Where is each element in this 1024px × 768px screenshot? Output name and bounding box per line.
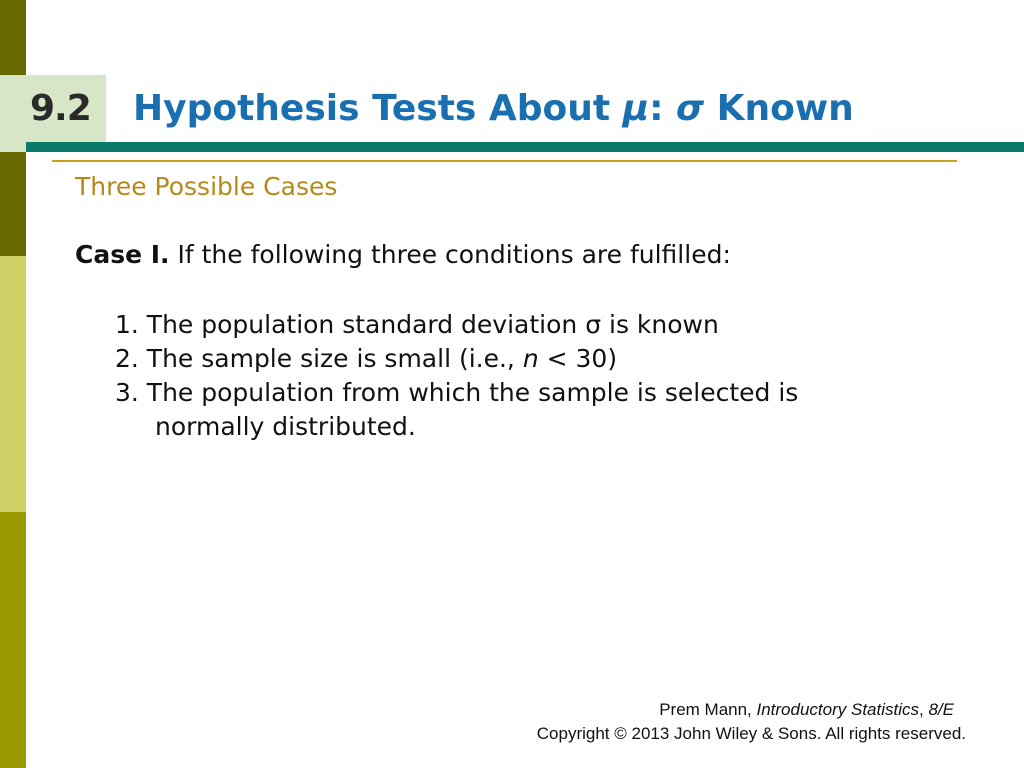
condition-1: 1. The population standard deviation σ is known [115,310,719,339]
conditions-list [115,308,798,444]
title-underline-bar [26,142,1024,152]
sidebar-block-olive-light [0,256,26,512]
case-text: If the following three conditions are fulfilled: [169,240,731,269]
footer-comma: , [919,700,929,719]
section-number: 9.2 [30,88,91,129]
title-mu-symbol: μ [622,88,650,129]
sidebar-block-olive [0,512,26,768]
slide-title [133,88,854,129]
condition-2-pre: 2. The sample size is small (i.e., [115,344,523,373]
footer-book-title: Introductory Statistics [756,700,920,719]
footer-edition: 8/E [928,700,954,719]
case-label: Case I. [75,240,170,269]
footer-author: Prem Mann, [659,700,757,719]
case-statement [75,240,731,269]
sidebar-block-dark-top [0,0,26,75]
subtitle: Three Possible Cases [75,172,338,201]
condition-3-continued: normally distributed. [155,412,416,441]
sidebar-block-light [0,75,26,152]
sidebar-decoration [0,0,26,768]
footer-copyright: Copyright © 2013 John Wiley & Sons. All rights reserved. [536,724,966,743]
condition-2-post: < 30) [538,344,618,373]
content-divider [52,160,957,162]
footer-citation [537,698,966,722]
title-suffix: Known [704,88,854,129]
footer [537,698,966,746]
title-colon: : [649,88,677,129]
title-sigma-symbol: σ [676,88,705,129]
condition-2 [115,342,798,376]
sidebar-block-dark [0,152,26,256]
condition-3: 3. The population from which the sample is selected is [115,378,799,407]
condition-2-n: n [522,344,539,373]
title-prefix: Hypothesis Tests About [133,88,623,129]
